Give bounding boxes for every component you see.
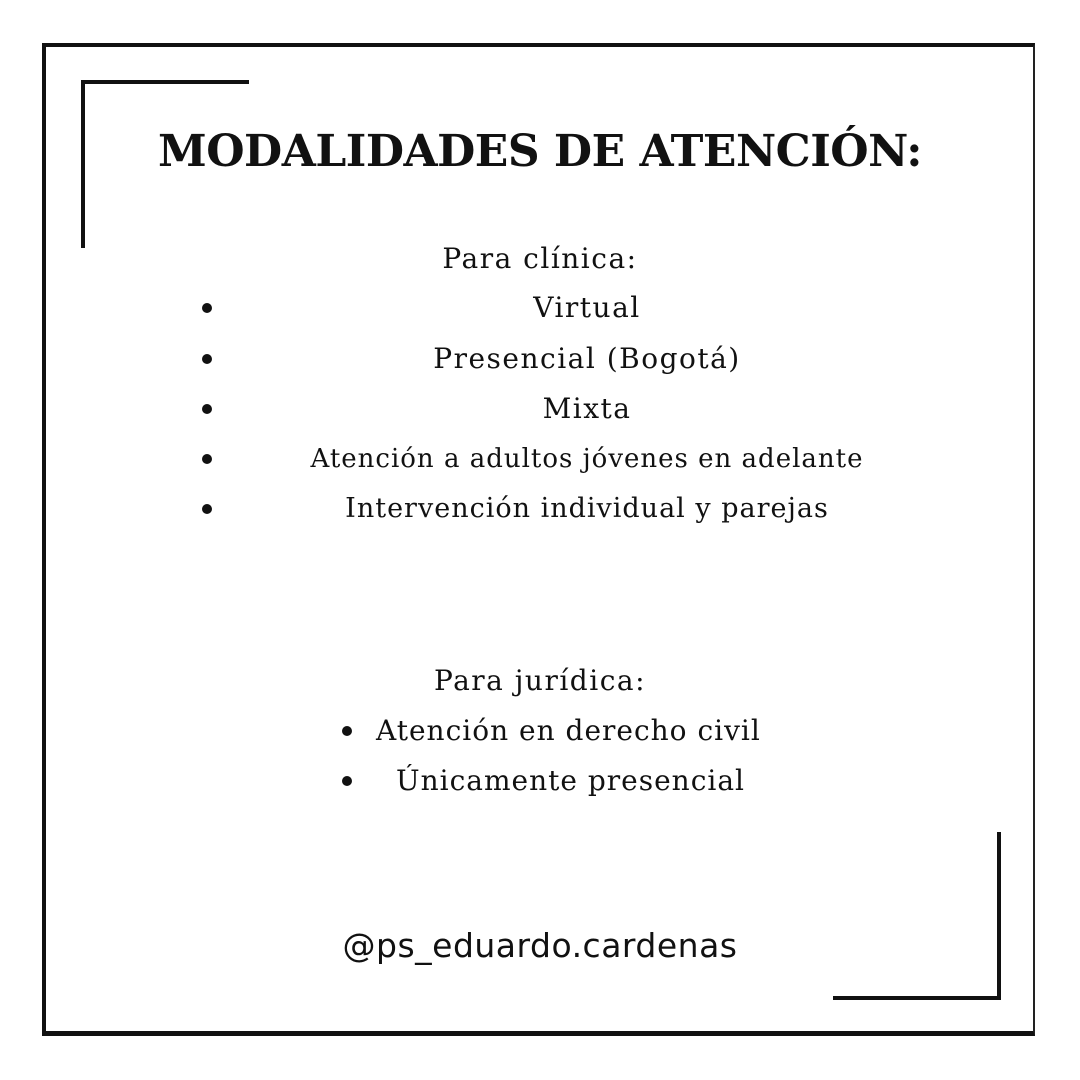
list-item (200, 288, 920, 328)
corner-accent-bottom-right-horizontal (833, 996, 1001, 1000)
list-item-text: Atención en derecho civil (376, 714, 761, 747)
outer-frame (42, 43, 1035, 1036)
list-item-text: Intervención individual y parejas (345, 493, 829, 524)
list-item (200, 389, 920, 429)
list-item-text: Presencial (Bogotá) (433, 342, 741, 375)
section-heading-clinica: Para clínica: (442, 242, 638, 275)
bullet-icon (342, 726, 352, 736)
list-item (340, 711, 800, 751)
list-item (200, 489, 920, 529)
list-item-text: Virtual (533, 291, 641, 324)
corner-accent-bottom-right-vertical (997, 832, 1001, 1000)
corner-accent-top-left-horizontal (81, 80, 249, 84)
list-item-text: Atención a adultos jóvenes en adelante (310, 444, 864, 474)
social-handle: @ps_eduardo.cardenas (342, 926, 738, 965)
list-item (200, 439, 920, 479)
bullet-icon (202, 303, 212, 313)
list-item (340, 761, 800, 801)
list-item-text: Únicamente presencial (396, 764, 745, 797)
bullet-icon (342, 776, 352, 786)
bullet-icon (202, 354, 212, 364)
bullet-icon (202, 504, 212, 514)
page-title: MODALIDADES DE ATENCIÓN: (158, 126, 922, 177)
list-item-text: Mixta (542, 392, 632, 425)
section-heading-juridica: Para jurídica: (434, 664, 646, 697)
bullet-icon (202, 404, 212, 414)
list-item (200, 339, 920, 379)
bullet-icon (202, 454, 212, 464)
